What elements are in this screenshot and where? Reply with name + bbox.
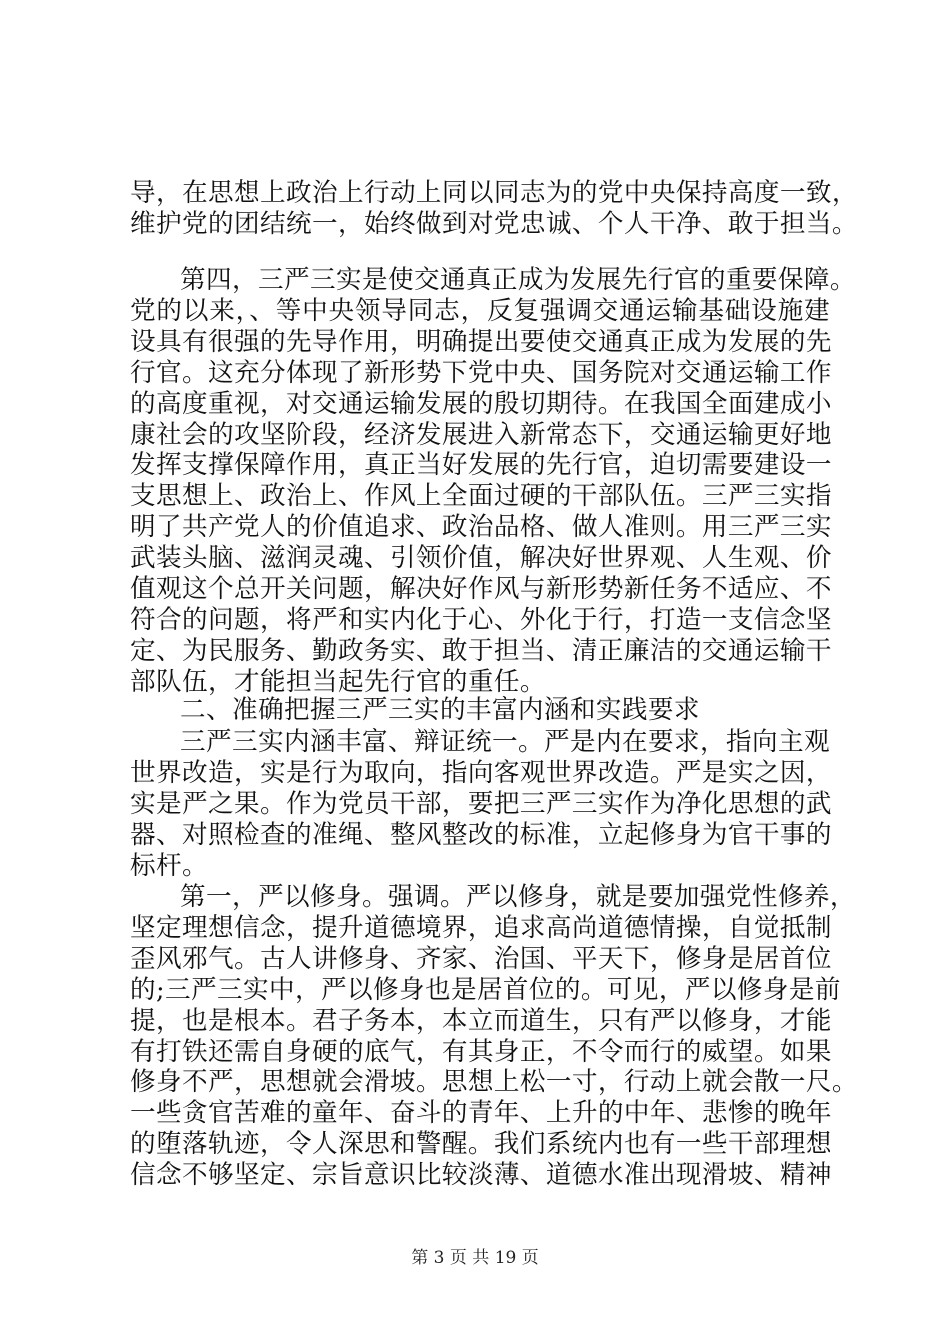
paragraph-5-line: 有打铁还需自身硬的底气，有其身正，不令而行的威望。如果 <box>130 1036 832 1067</box>
paragraph-5-line: 歪风邪气。古人讲修身、齐家、治国、平天下，修身是居首位 <box>130 943 832 974</box>
paragraph-5-line: 的;三严三实中，严以修身也是居首位的。可见，严以修身是前 <box>130 974 841 1005</box>
paragraph-2-line: 的高度重视，对交通运输发展的殷切期待。在我国全面建成小 <box>130 388 832 419</box>
paragraph-4-line: 三严三实内涵丰富、辩证统一。严是内在要求，指向主观 <box>180 727 830 757</box>
paragraph-5-line: 坚定理想信念，提升道德境界，追求高尚道德情操，自觉抵制 <box>130 912 832 943</box>
paragraph-5-line: 一些贪官苦难的童年、奋斗的青年、上升的中年、悲惨的晚年 <box>130 1098 832 1129</box>
paragraph-2-line: 发挥支撑保障作用，真正当好发展的先行官，迫切需要建设一 <box>130 450 832 481</box>
paragraph-2-line: 设具有很强的先导作用，明确提出要使交通真正成为发展的先 <box>130 326 832 357</box>
paragraph-2-line: 康社会的攻坚阶段，经济发展进入新常态下，交通运输更好地 <box>130 419 832 450</box>
paragraph-2-line: 定、为民服务、勤政务实、敢于担当、清正廉洁的交通运输干 <box>130 635 832 666</box>
paragraph-2-line: 支思想上、政治上、作风上全面过硬的干部队伍。三严三实指 <box>130 481 832 512</box>
page-footer: 第 3 页 共 19 页 <box>411 1248 539 1268</box>
paragraph-2-line: 第四，三严三实是使交通真正成为发展先行官的重要保障。 <box>180 265 856 295</box>
paragraph-4-line: 实是严之果。作为党员干部，要把三严三实作为净化思想的武 <box>130 788 832 819</box>
paragraph-5-line: 的堕落轨迹，令人深思和警醒。我们系统内也有一些干部理想 <box>130 1129 832 1160</box>
paragraph-5-line: 第一，严以修身。强调。严以修身，就是要加强党性修养， <box>180 882 856 912</box>
paragraph-2-line: 明了共产党人的价值追求、政治品格、做人准则。用三严三实 <box>130 512 832 543</box>
paragraph-4-line: 器、对照检查的准绳、整风整改的标准，立起修身为官干事的 <box>130 819 832 850</box>
paragraph-5-line: 修身不严，思想就会滑坡。思想上松一寸，行动上就会散一尺。 <box>130 1067 858 1098</box>
paragraph-2-line: 值观这个总开关问题，解决好作风与新形势新任务不适应、不 <box>130 574 832 604</box>
paragraph-3-line: 二、准确把握三严三实的丰富内涵和实践要求 <box>180 695 700 725</box>
paragraph-5-line: 提，也是根本。君子务本，本立而道生，只有严以修身，才能 <box>130 1005 832 1036</box>
paragraph-1-line: 维护党的团结统一，始终做到对党忠诚、个人干净、敢于担当。 <box>130 208 858 239</box>
paragraph-4-line: 标杆。 <box>130 850 208 881</box>
paragraph-4-line: 世界改造，实是行为取向，指向客观世界改造。严是实之因， <box>130 757 832 788</box>
paragraph-2-line: 部队伍，才能担当起先行官的重任。 <box>130 666 546 697</box>
paragraph-2-line: 符合的问题，将严和实内化于心、外化于行，打造一支信念坚 <box>130 604 832 635</box>
paragraph-2-line: 行官。这充分体现了新形势下党中央、国务院对交通运输工作 <box>130 357 832 388</box>
paragraph-2-line: 党的以来，、等中央领导同志，反复强调交通运输基础设施建 <box>130 295 830 326</box>
paragraph-1-line: 导，在思想上政治上行动上同以同志为的党中央保持高度一致， <box>130 178 858 208</box>
paragraph-2-line: 武装头脑、滋润灵魂、引领价值，解决好世界观、人生观、价 <box>130 543 832 574</box>
paragraph-5-line: 信念不够坚定、宗旨意识比较淡薄、道德水准出现滑坡、精神 <box>130 1160 832 1191</box>
